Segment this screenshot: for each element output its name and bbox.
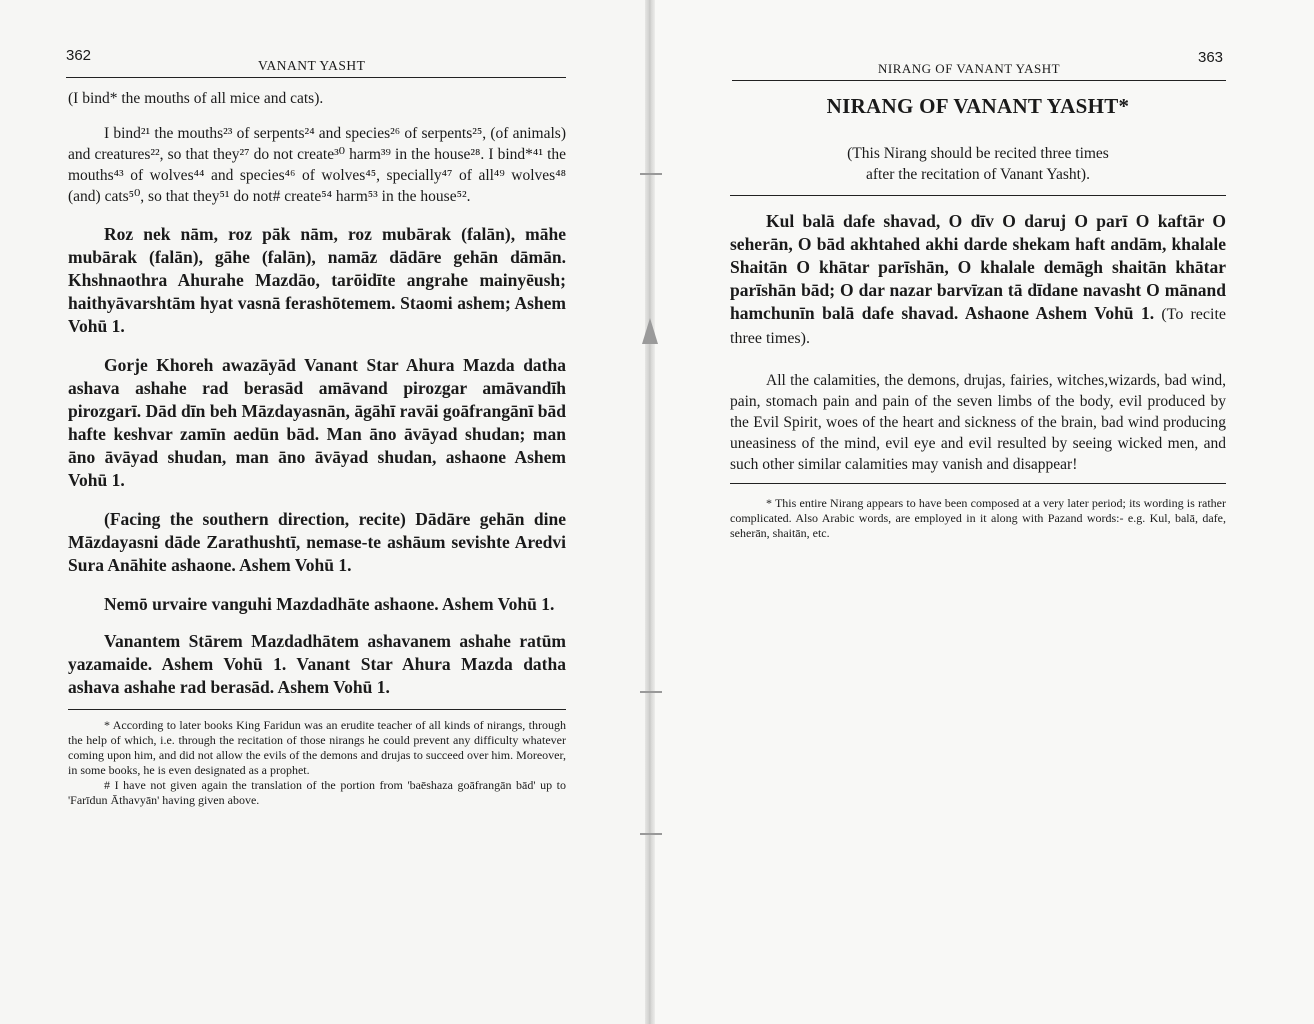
left-page bbox=[0, 0, 650, 1024]
gutter-mark bbox=[642, 318, 658, 344]
book-gutter bbox=[645, 0, 655, 1024]
footnote: # I have not given again the translation of the portion from 'baēshaza goāfrangān bād' up to 'Farīdun Āthavyān' having given above. bbox=[68, 778, 566, 807]
page-title: NIRANG OF VANANT YASHT* bbox=[826, 94, 1130, 118]
paragraph: (I bind* the mouths of all mice and cats). bbox=[68, 90, 324, 107]
left-column bbox=[68, 88, 566, 808]
nirang-note: (To recite three times). bbox=[730, 306, 1226, 347]
nirang-text: Kul balā dafe shavad, O dīv O daruj O parī O kaftār O seherān, O bād akhtahed akhi darde shekam haft andām, khalale Shaitān O khātar parīshān, O khalale demāgh shaitān khātar parīshān bād; O dar nazar barvīzan tā dīdane navasht O mānand hamchunīn balā dafe shavad. Ashaone Ashem Vohū 1. bbox=[730, 211, 1226, 323]
footnote: * This entire Nirang appears to have been composed at a very later period; its wording is rather complicated. Also Arabic words, are employed in it along with Pazand words:- e.g. Kul, balā, dafe, seherān, shaitān, etc. bbox=[730, 496, 1226, 540]
gutter-mark bbox=[640, 173, 662, 175]
avesta-passage: Vanantem Stārem Mazdadhātem ashavanem ashahe ratūm yazamaide. Ashem Vohū 1. Vanant Star Ahura Mazda datha ashava ashahe rad berasād. Ashem Vohū 1. bbox=[68, 631, 566, 697]
footnote-rule bbox=[68, 709, 566, 710]
intro-text: after the recitation of Vanant Yasht). bbox=[866, 166, 1090, 183]
avesta-passage: (Facing the southern direction, recite) Dādāre gehān dine Māzdayasni dāde Zarathushtī, nemase-te ashāum sevishte Aredvi Sura Anāhite ashaone. Ashem Vohū 1. bbox=[68, 509, 566, 575]
header-rule bbox=[66, 77, 566, 78]
gutter-mark bbox=[640, 691, 662, 693]
section-rule bbox=[730, 195, 1226, 196]
header-rule bbox=[732, 80, 1226, 81]
intro-text: (This Nirang should be recited three times bbox=[847, 145, 1109, 162]
running-head: NIRANG OF VANANT YASHT bbox=[878, 61, 1061, 76]
avesta-passage: Gorje Khoreh awazāyād Vanant Star Ahura Mazda datha ashava ashahe rad berasād amāvand pirozgar amāvandīh pirozgarī. Dād dīn beh Māzdayasnān, āgāhī ravāi goāfrangānī bād hafte keshvar zamīn aedūn bād. Man āno āvāyad shudan; man āno āvāyad shudan, man āno āvāyad shudan, ashaone Ashem Vohū 1. bbox=[68, 355, 566, 490]
paragraph: I bind²¹ the mouths²³ of serpents²⁴ and species²⁶ of serpents²⁵, (of animals) and creatures²², so that they²⁷ do not create³⁰ harm³⁹ in the house²⁸. I bind*⁴¹ the mouths⁴³ of wolves⁴⁴ and species⁴⁶ of wolves⁴⁵, specially⁴⁷ of all⁴⁹ wolves⁴⁸ (and) cats⁵⁰, so that they⁵¹ do not# create⁵⁴ harm⁵³ in the house⁵². bbox=[68, 125, 566, 205]
page-number: 363 bbox=[1198, 49, 1224, 66]
footnote-rule bbox=[730, 483, 1226, 484]
avesta-passage: Nemō urvaire vanguhi Mazdadhāte ashaone. Ashem Vohū 1. bbox=[104, 594, 555, 614]
running-head: VANANT YASHT bbox=[258, 58, 366, 73]
avesta-passage: Roz nek nām, roz pāk nām, roz mubārak (falān), māhe mubārak (falān), gāhe (falān), namāz dādāre gehān dāmān. Khshnaothra Ahurahe Mazdāo, tarōidīte angrahe mainyēush; haithyāvarshtām hyat vasnā ferashōtemem. Staomi ashem; Ashem Vohū 1. bbox=[68, 224, 566, 336]
translation-text: All the calamities, the demons, drujas, fairies, witches,wizards, bad wind, pain, stomach pain and pain of the seven limbs of the body, evil produced by the Evil Spirit, woes of the heart and sickness of the brain, bad wind producing uneasiness of the mind, evil eye and evil resulted by seeing wicked men, and such other similar calamities may vanish and disappear! bbox=[730, 372, 1226, 473]
nirang-passage bbox=[730, 210, 1226, 350]
page-number: 362 bbox=[66, 47, 92, 64]
footnote: * According to later books King Faridun was an erudite teacher of all kinds of nirangs, through the help of which, i.e. through the recitation of those nirangs he could prevent any difficulty whatever coming upon him, and did not allow the evils of the demons and drujas to succeed over him. Moreover, in some books, he is even designated as a prophet. bbox=[68, 718, 566, 777]
gutter-mark bbox=[640, 833, 662, 835]
right-column bbox=[730, 90, 1226, 541]
